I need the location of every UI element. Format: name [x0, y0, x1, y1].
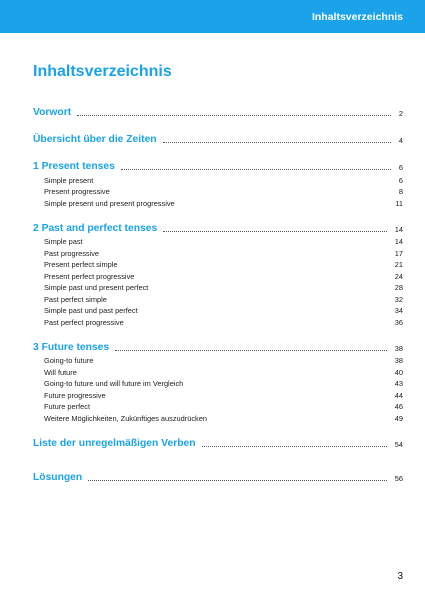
dot-leader	[115, 349, 387, 351]
toc-subentry-page: 34	[394, 306, 403, 315]
header-bar	[0, 0, 425, 33]
page-number: 3	[397, 571, 403, 582]
toc-subentry-page: 43	[394, 379, 403, 388]
toc-entry-verben[interactable]	[33, 434, 403, 450]
toc-subentry-label: Going-to future und will future im Vergleich	[44, 379, 184, 388]
toc-subentry-label: Simple past und present perfect	[44, 283, 149, 292]
toc-subentry[interactable]	[33, 258, 403, 270]
toc-subentry[interactable]	[33, 196, 403, 208]
toc-subentry-label: Past perfect simple	[44, 294, 107, 304]
toc-entry-label: Übersicht über die Zeiten	[33, 134, 157, 145]
toc-entry-label: Lösungen	[33, 471, 83, 483]
toc-subentry-label: Future progressive	[44, 390, 106, 400]
toc-subentry-page: 36	[394, 317, 403, 327]
toc-subentry[interactable]	[33, 281, 403, 293]
header-title: Inhaltsverzeichnis	[311, 11, 403, 23]
toc-entry-loesungen[interactable]	[33, 468, 403, 484]
dot-leader	[121, 168, 391, 170]
toc-chapter-2[interactable]	[33, 219, 403, 235]
toc-subentry-page: 17	[394, 248, 403, 258]
toc-subentry-page: 49	[394, 413, 403, 423]
toc-subentry[interactable]	[33, 292, 403, 304]
dot-leader	[88, 479, 387, 481]
toc-subentry-label: Simple present	[44, 175, 94, 185]
toc-subentry[interactable]	[33, 377, 403, 389]
toc-entry-uebersicht[interactable]	[33, 130, 403, 146]
toc-subentry-label: Weitere Möglichkeiten, Zukünftiges auszudrücken	[44, 413, 207, 423]
toc-subentry[interactable]	[33, 185, 403, 197]
page-title: Inhaltsverzeichnis	[33, 63, 172, 80]
toc-subentry-page: 32	[394, 294, 403, 304]
toc-subentry[interactable]	[33, 269, 403, 281]
toc-subentry-page: 44	[394, 390, 403, 400]
toc-entry-page: 54	[394, 439, 403, 449]
toc-chapter-page: 6	[398, 163, 403, 172]
toc-subentry-label: Past progressive	[44, 248, 100, 258]
toc-subentry-label: Present progressive	[44, 187, 110, 196]
toc-entry-page: 4	[398, 136, 403, 145]
toc-subentry-label: Simple present und present progressive	[44, 198, 175, 208]
toc-chapter-3[interactable]	[33, 338, 403, 354]
toc-subentry[interactable]	[33, 304, 403, 316]
toc-subentry-label: Simple past	[44, 237, 83, 246]
toc-chapter-label: 3 Future tenses	[33, 341, 110, 353]
toc-entry-label: Liste der unregelmäßigen Verben	[33, 437, 196, 449]
toc-subentry[interactable]	[33, 365, 403, 377]
dot-leader	[163, 230, 387, 232]
dot-leader	[77, 114, 391, 116]
dot-leader	[163, 141, 391, 143]
toc-entry-page: 56	[394, 473, 403, 483]
toc-subentry-label: Will future	[44, 367, 77, 377]
toc-subentry-page: 40	[394, 367, 403, 377]
toc-subentry-label: Present perfect simple	[44, 260, 118, 269]
toc-subentry-label: Present perfect progressive	[44, 271, 135, 281]
toc-chapter-1[interactable]	[33, 157, 403, 173]
toc-entry-vorwort[interactable]	[33, 103, 403, 119]
toc-subentry[interactable]	[33, 354, 403, 366]
toc-subentry-page: 8	[398, 187, 403, 196]
toc-entry-label: Vorwort	[33, 107, 72, 118]
toc-subentry[interactable]	[33, 235, 403, 247]
toc-subentry-label: Simple past und past perfect	[44, 306, 138, 315]
toc-chapter-label: 2 Past and perfect tenses	[33, 222, 158, 234]
toc-subentry-label: Going-to future	[44, 356, 94, 365]
toc-subentry-page: 21	[394, 260, 403, 269]
toc-subentry[interactable]	[33, 411, 403, 423]
toc-chapter-label: 1 Present tenses	[33, 161, 115, 172]
toc-subentry-label: Future perfect	[44, 402, 91, 411]
toc-entry-page: 2	[398, 109, 403, 118]
toc-subentry[interactable]	[33, 388, 403, 400]
table-of-contents	[33, 103, 403, 484]
toc-subentry-page: 28	[394, 283, 403, 292]
toc-subentry[interactable]	[33, 173, 403, 185]
toc-subentry-label: Past perfect progressive	[44, 317, 124, 327]
toc-subentry-page: 11	[395, 198, 403, 208]
toc-subentry[interactable]	[33, 400, 403, 412]
toc-subentry[interactable]	[33, 315, 403, 327]
toc-subentry-page: 24	[394, 271, 403, 281]
toc-chapter-page: 38	[394, 343, 403, 353]
toc-chapter-page: 14	[394, 224, 403, 234]
dot-leader	[202, 445, 387, 447]
toc-subentry-page: 14	[394, 237, 403, 246]
toc-subentry-page: 46	[394, 402, 403, 411]
toc-subentry[interactable]	[33, 246, 403, 258]
toc-subentry-page: 6	[398, 175, 403, 185]
toc-subentry-page: 38	[394, 356, 403, 365]
